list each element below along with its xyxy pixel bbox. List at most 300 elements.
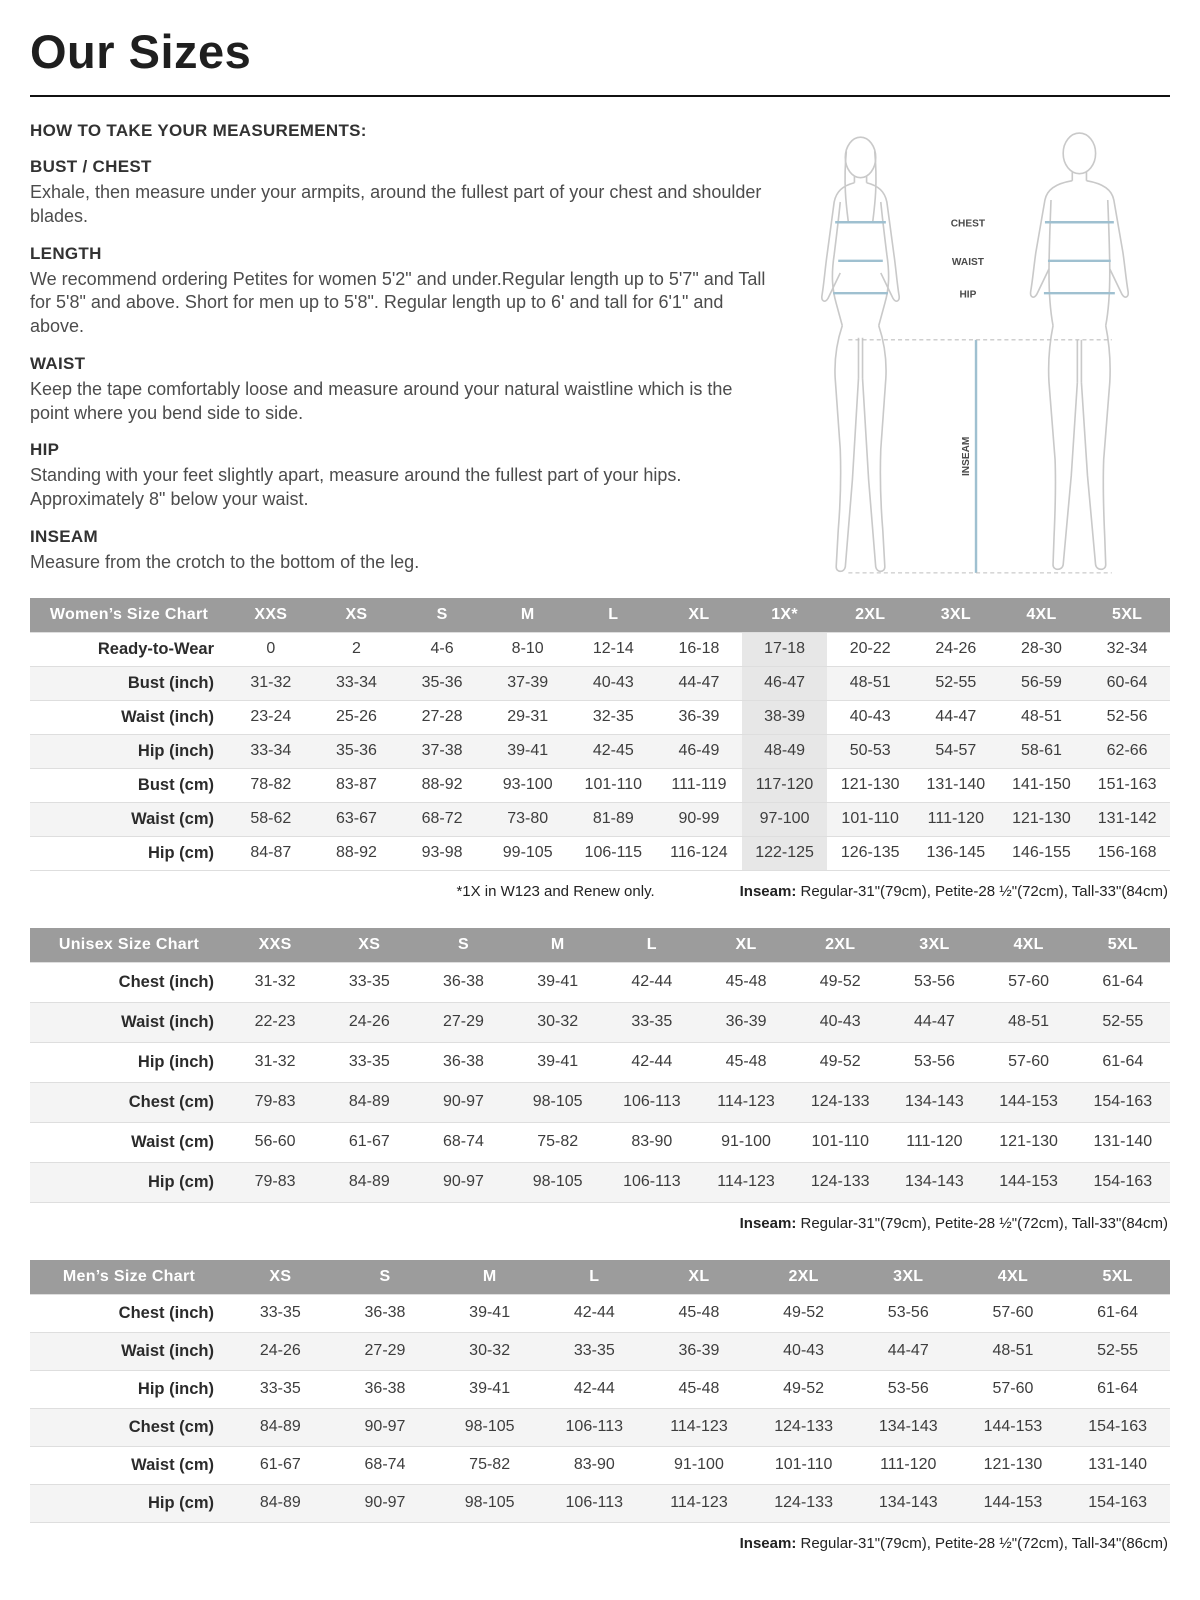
size-cell: 58-62	[228, 802, 314, 836]
size-cell: 53-56	[887, 962, 981, 1002]
size-cell: 124-133	[793, 1082, 887, 1122]
size-cell: 61-67	[322, 1122, 416, 1162]
size-cell: 33-35	[228, 1370, 333, 1408]
size-cell: 48-51	[961, 1332, 1066, 1370]
column-header: S	[416, 928, 510, 963]
size-cell: 131-140	[913, 768, 999, 802]
size-cell: 114-123	[647, 1484, 752, 1522]
size-cell: 52-55	[1076, 1002, 1170, 1042]
column-header: XL	[699, 928, 793, 963]
size-cell: 45-48	[647, 1294, 752, 1332]
size-cell: 61-64	[1065, 1294, 1170, 1332]
size-table	[30, 1260, 1170, 1523]
size-cell: 42-44	[542, 1370, 647, 1408]
row-label: Hip (inch)	[30, 734, 228, 768]
size-cell: 57-60	[961, 1294, 1066, 1332]
column-header: S	[333, 1260, 438, 1295]
size-cell: 39-41	[485, 734, 571, 768]
row-label: Hip (cm)	[30, 1484, 228, 1522]
column-header: M	[485, 598, 571, 633]
instruction-section-body: Keep the tape comfortably loose and measure around your natural waistline which is the point where you bend side to side.	[30, 378, 733, 423]
size-cell: 121-130	[982, 1122, 1076, 1162]
size-cell: 40-43	[751, 1332, 856, 1370]
size-cell: 81-89	[571, 802, 657, 836]
size-cell: 98-105	[437, 1484, 542, 1522]
size-cell: 99-105	[485, 836, 571, 870]
size-cell: 101-110	[827, 802, 913, 836]
size-cell: 101-110	[751, 1446, 856, 1484]
size-cell: 75-82	[511, 1122, 605, 1162]
size-cell: 4-6	[399, 632, 485, 666]
size-cell: 90-99	[656, 802, 742, 836]
table-row	[30, 836, 1170, 870]
instructions-heading: HOW TO TAKE YOUR MEASUREMENTS:	[30, 121, 367, 140]
size-cell: 116-124	[656, 836, 742, 870]
size-cell: 131-140	[1076, 1122, 1170, 1162]
instruction-section	[30, 157, 768, 229]
size-cell: 2	[314, 632, 400, 666]
size-cell: 49-52	[793, 1042, 887, 1082]
column-header: XL	[647, 1260, 752, 1295]
size-cell: 84-89	[228, 1484, 333, 1522]
column-header: XS	[322, 928, 416, 963]
size-cell: 144-153	[961, 1408, 1066, 1446]
table-row	[30, 666, 1170, 700]
instruction-section-title: WAIST	[30, 353, 86, 373]
size-cell: 134-143	[887, 1162, 981, 1202]
column-header: 3XL	[856, 1260, 961, 1295]
size-cell: 98-105	[511, 1082, 605, 1122]
size-cell: 154-163	[1065, 1408, 1170, 1446]
size-cell: 42-45	[571, 734, 657, 768]
size-cell: 25-26	[314, 700, 400, 734]
size-table-block	[30, 598, 1170, 900]
instruction-section-body: Measure from the crotch to the bottom of the leg.	[30, 551, 420, 572]
size-cell: 154-163	[1065, 1484, 1170, 1522]
table-title: Unisex Size Chart	[30, 928, 228, 963]
size-cell: 46-47	[742, 666, 828, 700]
size-cell: 124-133	[751, 1408, 856, 1446]
column-header: M	[511, 928, 605, 963]
size-cell: 98-105	[511, 1162, 605, 1202]
size-cell: 31-32	[228, 666, 314, 700]
size-cell: 97-100	[742, 802, 828, 836]
size-cell: 33-34	[314, 666, 400, 700]
size-cell: 61-64	[1065, 1370, 1170, 1408]
row-label: Hip (inch)	[30, 1042, 228, 1082]
instruction-section-title: LENGTH	[30, 243, 102, 263]
row-label: Waist (cm)	[30, 1122, 228, 1162]
size-cell: 151-163	[1084, 768, 1170, 802]
size-cell: 134-143	[856, 1408, 961, 1446]
size-cell: 32-34	[1084, 632, 1170, 666]
size-cell: 90-97	[416, 1082, 510, 1122]
size-cell: 121-130	[961, 1446, 1066, 1484]
table-row	[30, 1294, 1170, 1332]
size-cell: 17-18	[742, 632, 828, 666]
table-row	[30, 1002, 1170, 1042]
size-cell: 42-44	[605, 962, 699, 1002]
size-cell: 101-110	[571, 768, 657, 802]
size-cell: 106-113	[605, 1082, 699, 1122]
size-cell: 60-64	[1084, 666, 1170, 700]
size-cell: 52-55	[1065, 1332, 1170, 1370]
row-label: Waist (inch)	[30, 1332, 228, 1370]
header-row	[30, 928, 1170, 963]
row-label: Hip (inch)	[30, 1370, 228, 1408]
column-header: 4XL	[961, 1260, 1066, 1295]
size-cell: 111-120	[856, 1446, 961, 1484]
table-row	[30, 768, 1170, 802]
size-cell: 39-41	[511, 962, 605, 1002]
table-row	[30, 1332, 1170, 1370]
column-header: 2XL	[793, 928, 887, 963]
size-cell: 106-113	[542, 1484, 647, 1522]
size-cell: 39-41	[437, 1294, 542, 1332]
size-cell: 131-142	[1084, 802, 1170, 836]
size-cell: 24-26	[322, 1002, 416, 1042]
size-cell: 45-48	[699, 962, 793, 1002]
instruction-section-title: INSEAM	[30, 526, 98, 546]
size-cell: 45-48	[699, 1042, 793, 1082]
size-cell: 84-89	[322, 1162, 416, 1202]
table-footnotes	[32, 1215, 1168, 1232]
size-cell: 48-51	[999, 700, 1085, 734]
column-header: XXS	[228, 928, 322, 963]
size-cell: 33-34	[228, 734, 314, 768]
instruction-section	[30, 244, 768, 339]
column-header: M	[437, 1260, 542, 1295]
size-cell: 52-56	[1084, 700, 1170, 734]
size-cell: 12-14	[571, 632, 657, 666]
size-cell: 79-83	[228, 1082, 322, 1122]
row-label: Hip (cm)	[30, 836, 228, 870]
size-cell: 37-39	[485, 666, 571, 700]
size-cell: 90-97	[333, 1484, 438, 1522]
column-header: 4XL	[999, 598, 1085, 633]
size-cell: 56-59	[999, 666, 1085, 700]
row-label: Waist (cm)	[30, 802, 228, 836]
row-label: Chest (cm)	[30, 1408, 228, 1446]
row-label: Bust (cm)	[30, 768, 228, 802]
instruction-section	[30, 440, 768, 512]
column-header: 1X*	[742, 598, 828, 633]
footnote: Inseam: Regular-31"(79cm), Petite-28 ½"(72cm), Tall-33"(84cm)	[739, 1214, 1168, 1232]
table-row	[30, 1122, 1170, 1162]
instruction-section-body: Exhale, then measure under your armpits, around the fullest part of your chest and shoulder blades.	[30, 182, 762, 226]
size-cell: 83-87	[314, 768, 400, 802]
instruction-section-body: We recommend ordering Petites for women 5'2" and under.Regular length up to 5'7" and Tall for 5'8" and above. Short for men up to 5'8". Regular length up to 6' and tall for 6'1" and above.	[30, 268, 766, 336]
size-cell: 90-97	[416, 1162, 510, 1202]
column-header: XS	[314, 598, 400, 633]
column-header: XS	[228, 1260, 333, 1295]
size-cell: 146-155	[999, 836, 1085, 870]
size-cell: 154-163	[1076, 1162, 1170, 1202]
header-row	[30, 598, 1170, 633]
table-footnotes	[32, 1535, 1168, 1552]
size-cell: 36-39	[647, 1332, 752, 1370]
size-cell: 33-35	[605, 1002, 699, 1042]
size-cell: 57-60	[982, 1042, 1076, 1082]
row-label: Ready-to-Wear	[30, 632, 228, 666]
instruction-section-title: HIP	[30, 440, 60, 460]
instruction-section	[30, 527, 768, 575]
size-cell: 50-53	[827, 734, 913, 768]
size-cell: 22-23	[228, 1002, 322, 1042]
size-cell: 83-90	[542, 1446, 647, 1484]
size-cell: 114-123	[699, 1162, 793, 1202]
size-cell: 27-29	[416, 1002, 510, 1042]
size-cell: 88-92	[399, 768, 485, 802]
size-cell: 114-123	[647, 1408, 752, 1446]
size-cell: 30-32	[437, 1332, 542, 1370]
size-cell: 73-80	[485, 802, 571, 836]
size-cell: 36-38	[333, 1294, 438, 1332]
row-label: Chest (inch)	[30, 962, 228, 1002]
size-cell: 78-82	[228, 768, 314, 802]
table-row	[30, 700, 1170, 734]
size-cell: 33-35	[228, 1294, 333, 1332]
size-cell: 68-74	[333, 1446, 438, 1484]
size-table-block	[30, 1260, 1170, 1552]
table-row	[30, 1484, 1170, 1522]
size-cell: 44-47	[656, 666, 742, 700]
size-cell: 57-60	[982, 962, 1076, 1002]
size-cell: 134-143	[856, 1484, 961, 1522]
size-cell: 61-64	[1076, 1042, 1170, 1082]
size-cell: 62-66	[1084, 734, 1170, 768]
size-cell: 27-29	[333, 1332, 438, 1370]
table-row	[30, 1042, 1170, 1082]
female-figure	[822, 137, 899, 571]
size-cell: 33-35	[322, 1042, 416, 1082]
measure-lines	[833, 222, 1115, 573]
size-cell: 30-32	[511, 1002, 605, 1042]
size-cell: 16-18	[656, 632, 742, 666]
size-cell: 98-105	[437, 1408, 542, 1446]
size-cell: 93-100	[485, 768, 571, 802]
row-label: Bust (inch)	[30, 666, 228, 700]
size-cell: 114-123	[699, 1082, 793, 1122]
size-table	[30, 928, 1170, 1203]
size-cell: 144-153	[982, 1082, 1076, 1122]
size-cell: 91-100	[647, 1446, 752, 1484]
size-cell: 29-31	[485, 700, 571, 734]
column-header: 5XL	[1076, 928, 1170, 963]
measurement-instructions	[30, 121, 778, 590]
size-cell: 31-32	[228, 962, 322, 1002]
table-title: Men’s Size Chart	[30, 1260, 228, 1295]
size-cell: 75-82	[437, 1446, 542, 1484]
size-cell: 58-61	[999, 734, 1085, 768]
column-header: 3XL	[887, 928, 981, 963]
footnote: Inseam: Regular-31"(79cm), Petite-28 ½"(72cm), Tall-33"(84cm)	[739, 882, 1168, 900]
size-cell: 126-135	[827, 836, 913, 870]
column-header: 4XL	[982, 928, 1076, 963]
size-cell: 44-47	[887, 1002, 981, 1042]
column-header: 5XL	[1065, 1260, 1170, 1295]
size-cell: 117-120	[742, 768, 828, 802]
size-cell: 35-36	[399, 666, 485, 700]
column-header: 5XL	[1084, 598, 1170, 633]
column-header: XXS	[228, 598, 314, 633]
size-cell: 39-41	[511, 1042, 605, 1082]
size-cell: 40-43	[827, 700, 913, 734]
size-cell: 37-38	[399, 734, 485, 768]
size-cell: 24-26	[228, 1332, 333, 1370]
row-label: Chest (inch)	[30, 1294, 228, 1332]
size-cell: 33-35	[542, 1332, 647, 1370]
size-cell: 52-55	[913, 666, 999, 700]
size-cell: 0	[228, 632, 314, 666]
size-cell: 48-51	[982, 1002, 1076, 1042]
size-cell: 144-153	[961, 1484, 1066, 1522]
size-tables	[30, 598, 1170, 1552]
size-cell: 134-143	[887, 1082, 981, 1122]
table-row	[30, 1408, 1170, 1446]
instruction-section-title: BUST / CHEST	[30, 157, 152, 176]
top-section	[30, 121, 1170, 590]
size-cell: 84-89	[322, 1082, 416, 1122]
size-cell: 56-60	[228, 1122, 322, 1162]
size-cell: 136-145	[913, 836, 999, 870]
size-cell: 57-60	[961, 1370, 1066, 1408]
size-cell: 124-133	[751, 1484, 856, 1522]
size-cell: 93-98	[399, 836, 485, 870]
table-row	[30, 1370, 1170, 1408]
size-cell: 36-39	[656, 700, 742, 734]
column-header: S	[399, 598, 485, 633]
size-cell: 156-168	[1084, 836, 1170, 870]
size-cell: 28-30	[999, 632, 1085, 666]
size-cell: 36-38	[416, 962, 510, 1002]
size-cell: 90-97	[333, 1408, 438, 1446]
size-cell: 121-130	[999, 802, 1085, 836]
table-row	[30, 734, 1170, 768]
column-header: L	[542, 1260, 647, 1295]
size-cell: 38-39	[742, 700, 828, 734]
size-cell: 48-49	[742, 734, 828, 768]
table-title: Women’s Size Chart	[30, 598, 228, 633]
size-cell: 68-74	[416, 1122, 510, 1162]
column-header: 2XL	[751, 1260, 856, 1295]
footnote: Inseam: Regular-31"(79cm), Petite-28 ½"(72cm), Tall-34"(86cm)	[739, 1534, 1168, 1552]
size-cell: 68-72	[399, 802, 485, 836]
size-table-block	[30, 928, 1170, 1232]
size-cell: 141-150	[999, 768, 1085, 802]
row-label: Hip (cm)	[30, 1162, 228, 1202]
size-cell: 53-56	[856, 1370, 961, 1408]
size-cell: 44-47	[856, 1332, 961, 1370]
size-cell: 122-125	[742, 836, 828, 870]
size-cell: 154-163	[1076, 1082, 1170, 1122]
size-cell: 121-130	[827, 768, 913, 802]
size-cell: 79-83	[228, 1162, 322, 1202]
body-figures-illustration	[784, 125, 1164, 583]
inseam-label: INSEAM	[960, 436, 972, 477]
size-cell: 131-140	[1065, 1446, 1170, 1484]
size-cell: 48-51	[827, 666, 913, 700]
footnote: *1X in W123 and Renew only.	[456, 882, 655, 900]
waist-label: WAIST	[951, 256, 984, 268]
instruction-section-body: Standing with your feet slightly apart, measure around the fullest part of your hips. Approximately 8" below your waist.	[30, 465, 682, 509]
size-cell: 111-119	[656, 768, 742, 802]
size-cell: 39-41	[437, 1370, 542, 1408]
size-cell: 106-115	[571, 836, 657, 870]
size-cell: 36-38	[416, 1042, 510, 1082]
row-label: Waist (inch)	[30, 700, 228, 734]
row-label: Waist (cm)	[30, 1446, 228, 1484]
size-cell: 36-39	[699, 1002, 793, 1042]
size-cell: 49-52	[751, 1370, 856, 1408]
size-cell: 31-32	[228, 1042, 322, 1082]
size-cell: 42-44	[542, 1294, 647, 1332]
column-header: 3XL	[913, 598, 999, 633]
size-cell: 84-87	[228, 836, 314, 870]
size-cell: 32-35	[571, 700, 657, 734]
size-cell: 111-120	[913, 802, 999, 836]
size-cell: 45-48	[647, 1370, 752, 1408]
size-cell: 63-67	[314, 802, 400, 836]
size-cell: 84-89	[228, 1408, 333, 1446]
size-cell: 49-52	[793, 962, 887, 1002]
size-cell: 23-24	[228, 700, 314, 734]
column-header: XL	[656, 598, 742, 633]
size-cell: 40-43	[793, 1002, 887, 1042]
size-cell: 24-26	[913, 632, 999, 666]
size-cell: 33-35	[322, 962, 416, 1002]
title-divider	[30, 95, 1170, 97]
header-row	[30, 1260, 1170, 1295]
size-cell: 91-100	[699, 1122, 793, 1162]
table-row	[30, 962, 1170, 1002]
size-cell: 53-56	[887, 1042, 981, 1082]
size-cell: 144-153	[982, 1162, 1076, 1202]
table-row	[30, 1082, 1170, 1122]
table-row	[30, 632, 1170, 666]
size-cell: 83-90	[605, 1122, 699, 1162]
size-cell: 20-22	[827, 632, 913, 666]
size-cell: 124-133	[793, 1162, 887, 1202]
size-cell: 106-113	[605, 1162, 699, 1202]
chest-label: CHEST	[950, 218, 986, 230]
size-cell: 106-113	[542, 1408, 647, 1446]
size-cell: 53-56	[856, 1294, 961, 1332]
size-cell: 61-67	[228, 1446, 333, 1484]
row-label: Waist (inch)	[30, 1002, 228, 1042]
male-figure	[1031, 133, 1129, 569]
size-cell: 49-52	[751, 1294, 856, 1332]
size-cell: 101-110	[793, 1122, 887, 1162]
row-label: Chest (cm)	[30, 1082, 228, 1122]
table-row	[30, 802, 1170, 836]
measurement-diagram	[778, 121, 1170, 583]
column-header: 2XL	[827, 598, 913, 633]
page-title: Our Sizes	[30, 25, 252, 78]
size-cell: 8-10	[485, 632, 571, 666]
size-cell: 42-44	[605, 1042, 699, 1082]
size-cell: 35-36	[314, 734, 400, 768]
size-cell: 36-38	[333, 1370, 438, 1408]
instruction-section	[30, 354, 768, 426]
size-cell: 40-43	[571, 666, 657, 700]
size-cell: 61-64	[1076, 962, 1170, 1002]
size-cell: 88-92	[314, 836, 400, 870]
table-row	[30, 1446, 1170, 1484]
size-cell: 27-28	[399, 700, 485, 734]
size-cell: 46-49	[656, 734, 742, 768]
table-footnotes	[32, 883, 1168, 900]
